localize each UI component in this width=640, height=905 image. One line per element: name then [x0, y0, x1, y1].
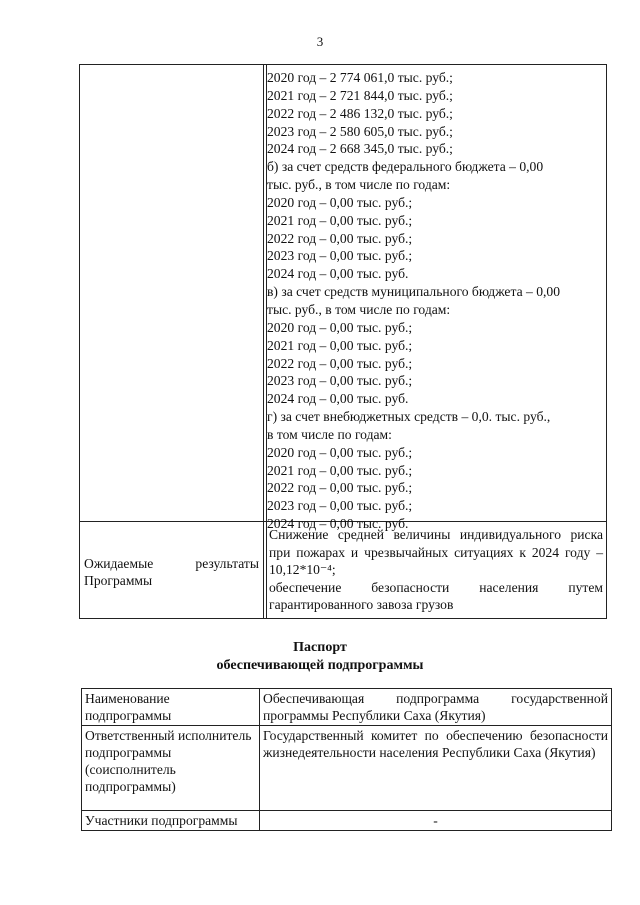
funding-line: 2021 год – 2 721 844,0 тыс. руб.; [267, 87, 453, 103]
passport-title: Паспорт [293, 640, 347, 655]
funding-line: г) за счет внебюджетных средств – 0,0. тыс. руб., [267, 409, 551, 425]
funding-volume-cell [267, 69, 605, 533]
funding-line: 2022 год – 0,00 тыс. руб.; [267, 480, 413, 496]
funding-line: 2022 год – 0,00 тыс. руб.; [267, 230, 413, 246]
table-row [82, 811, 612, 831]
funding-line: 2020 год – 0,00 тыс. руб.; [267, 444, 413, 460]
funding-line: 2024 год – 2 668 345,0 тыс. руб.; [267, 141, 453, 157]
funding-line: 2023 год – 0,00 тыс. руб.; [267, 498, 413, 514]
funding-line: б) за счет средств федерального бюджета – 0,00 [267, 159, 544, 175]
funding-line: 2023 год – 0,00 тыс. руб.; [267, 248, 413, 264]
program-label-word: Программы [84, 573, 153, 588]
table-row [82, 726, 612, 811]
results-label-word: результаты [195, 556, 259, 571]
funding-line: в) за счет средств муниципального бюджета – 0,00 [267, 284, 560, 300]
funding-line: 2024 год – 0,00 тыс. руб. [267, 391, 409, 407]
funding-line: 2020 год – 0,00 тыс. руб.; [267, 194, 413, 210]
row-label: Ответственный исполнитель подпрограммы (соисполнитель подпрограммы) [82, 726, 260, 811]
table-row [82, 689, 612, 726]
expected-results-cell [269, 526, 603, 614]
funding-line: в том числе по годам: [267, 426, 392, 442]
funding-line: 2021 год – 0,00 тыс. руб.; [267, 212, 413, 228]
funding-line: 2021 год – 0,00 тыс. руб.; [267, 462, 413, 478]
funding-line: 2022 год – 0,00 тыс. руб.; [267, 355, 413, 371]
subprogram-passport-table [81, 688, 612, 831]
funding-line: тыс. руб., в том числе по годам: [267, 177, 451, 193]
row-value: - [260, 811, 612, 831]
funding-line: 2021 год – 0,00 тыс. руб.; [267, 337, 413, 353]
funding-line: тыс. руб., в том числе по годам: [267, 301, 451, 317]
passport-subtitle: обеспечивающей подпрограммы [216, 658, 424, 673]
row-value: Обеспечивающая подпрограмма государственной программы Республики Саха (Якутия) [260, 689, 612, 726]
funding-line: 2023 год – 2 580 605,0 тыс. руб.; [267, 123, 453, 139]
funding-line: 2023 год – 0,00 тыс. руб.; [267, 373, 413, 389]
page-number: 3 [316, 34, 324, 49]
funding-line: 2020 год – 0,00 тыс. руб.; [267, 319, 413, 335]
expected-result-risk: Снижение средней величины индивидуального риска при пожарах и чрезвычайных ситуациях к 2024 году – 10,12*10⁻⁴; [269, 527, 603, 577]
expected-label-word: Ожидаемые [84, 556, 154, 571]
row-label: Участники подпрограммы [82, 811, 260, 831]
funding-line: 2024 год – 0,00 тыс. руб. [267, 516, 409, 532]
funding-line: 2020 год – 2 774 061,0 тыс. руб.; [267, 70, 453, 85]
program-passport-table-continued [79, 64, 607, 619]
row-value: Государственный комитет по обеспечению безопасности жизнедеятельности населения Республики Саха (Якутия) [260, 726, 612, 811]
column-divider [263, 65, 264, 618]
expected-result-delivery: обеспечение безопасности населения путем гарантированного завоза грузов [269, 579, 603, 612]
funding-line: 2022 год – 2 486 132,0 тыс. руб.; [267, 105, 453, 121]
expected-results-label [84, 555, 259, 589]
funding-line: 2024 год – 0,00 тыс. руб. [267, 266, 409, 282]
row-label: Наименование подпрограммы [82, 689, 260, 726]
